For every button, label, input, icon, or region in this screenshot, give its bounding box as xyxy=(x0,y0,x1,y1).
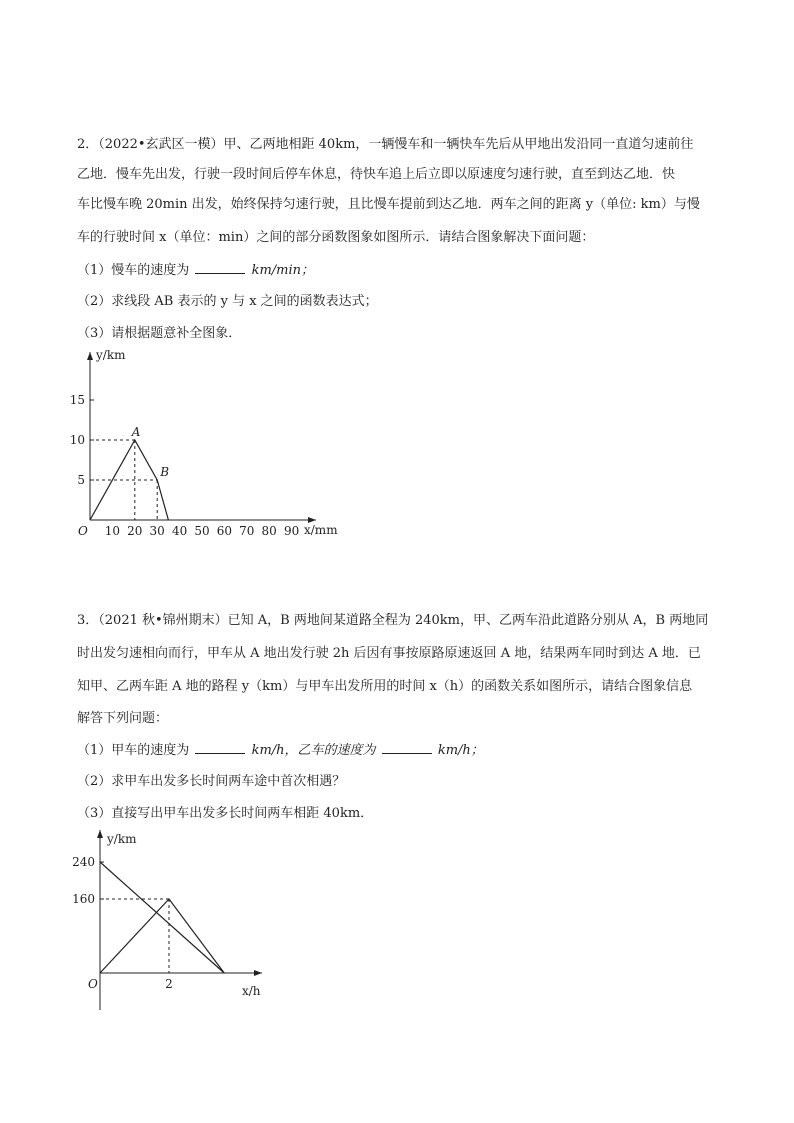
origin-label: O xyxy=(88,977,98,991)
q2-graph xyxy=(70,342,360,542)
x-tick-label: 2 xyxy=(165,977,173,991)
q2-sub-2: （2）求线段 AB 表示的 y 与 x 之间的函数表达式； xyxy=(77,294,378,309)
y-axis-arrow xyxy=(97,830,103,838)
point-label-A: A xyxy=(131,425,141,439)
x-axis-arrow xyxy=(254,970,262,976)
q2-text-line-1: 2．（2022•玄武区一模）甲、乙两地相距 40km，一辆慢车和一辆快车先后从甲地出发沿同一直道匀速前往 xyxy=(77,137,694,152)
x-tick-label: 40 xyxy=(171,524,188,538)
q3-text-line-2: 时出发匀速相向而行，甲车从 A 地出发行驶 2h 后因有事按原路原速返回 A 地，结果两车同时到达 A 地．已 xyxy=(77,646,701,661)
point-label-B: B xyxy=(160,465,170,479)
x-axis-label: x/h xyxy=(242,984,261,998)
y-tick-label: 15 xyxy=(70,393,85,407)
x-tick-label: 20 xyxy=(127,524,143,538)
q2-text-line-4: 车的行驶时间 x（单位：min）之间的部分函数图象如图所示．请结合图象解决下面问题： xyxy=(77,230,595,245)
q3-sub-1-mid: km/h，乙车的速度为 xyxy=(251,743,376,758)
x-tick-label: 10 xyxy=(104,524,121,538)
y-tick-label: 240 xyxy=(72,855,95,869)
q3-text-line-3: 知甲、乙两车距 A 地的路程 y（km）与甲车出发所用的时间 x（h）的函数关系如图所示，请结合图象信息 xyxy=(77,679,693,694)
series-line-1 xyxy=(100,862,224,973)
x-axis-label: x/mm xyxy=(304,523,338,537)
q3-text-line-1: 3．（2021 秋•锦州期末）已知 A，B 两地间某道路全程为 240km，甲、乙两车沿此道路分别从 A，B 两地同 xyxy=(77,613,709,628)
q2-sub-1 xyxy=(77,261,314,280)
q3-sub-3: （3）直接写出甲车出发多长时间两车相距 40km． xyxy=(77,806,374,821)
y-tick-label: 5 xyxy=(77,473,85,487)
x-tick-label: 70 xyxy=(239,524,255,538)
y-tick-label: 10 xyxy=(70,433,85,447)
answer-blank[interactable] xyxy=(195,261,245,274)
origin-label: O xyxy=(78,524,88,538)
q3-graph-plot xyxy=(72,830,262,1010)
q3-graph xyxy=(70,822,290,1017)
series-line-1 xyxy=(90,440,168,520)
q2-text-line-2: 乙地．慢车先出发，行驶一段时间后停车休息，待快车追上后立即以原速度匀速行驶，直至到达乙地．快 xyxy=(77,167,676,182)
q3-sub-1-unit: km/h； xyxy=(437,743,484,758)
x-tick-label: 30 xyxy=(149,524,165,538)
q2-sub-1-unit: km/min； xyxy=(251,263,315,278)
y-axis-label: y/km xyxy=(107,832,137,846)
q2-sub-3: （3）请根据题意补全图象． xyxy=(77,326,242,341)
answer-blank-1[interactable] xyxy=(195,741,245,754)
series-line-2 xyxy=(100,899,224,973)
y-tick-label: 160 xyxy=(72,892,95,906)
q3-sub-1 xyxy=(77,741,484,760)
y-axis-arrow xyxy=(87,352,93,360)
q3-text-line-4: 解答下列问题： xyxy=(77,711,169,726)
q2-graph-plot xyxy=(70,348,338,538)
x-tick-label: 90 xyxy=(283,524,300,538)
q3-sub-1-label: （1）甲车的速度为 xyxy=(77,743,190,758)
answer-blank-2[interactable] xyxy=(382,741,432,754)
q2-text-line-3: 车比慢车晚 20min 出发，始终保持匀速行驶，且比慢车提前到达乙地．两车之间的距离 y（单位: km）与慢 xyxy=(77,197,700,212)
x-tick-label: 80 xyxy=(261,524,277,538)
q3-sub-2: （2）求甲车出发多长时间两车途中首次相遇？ xyxy=(77,774,346,789)
y-axis-label: y/km xyxy=(96,348,126,362)
q2-sub-1-label: （1）慢车的速度为 xyxy=(77,263,190,278)
x-tick-label: 60 xyxy=(216,524,233,538)
x-tick-label: 50 xyxy=(194,524,210,538)
